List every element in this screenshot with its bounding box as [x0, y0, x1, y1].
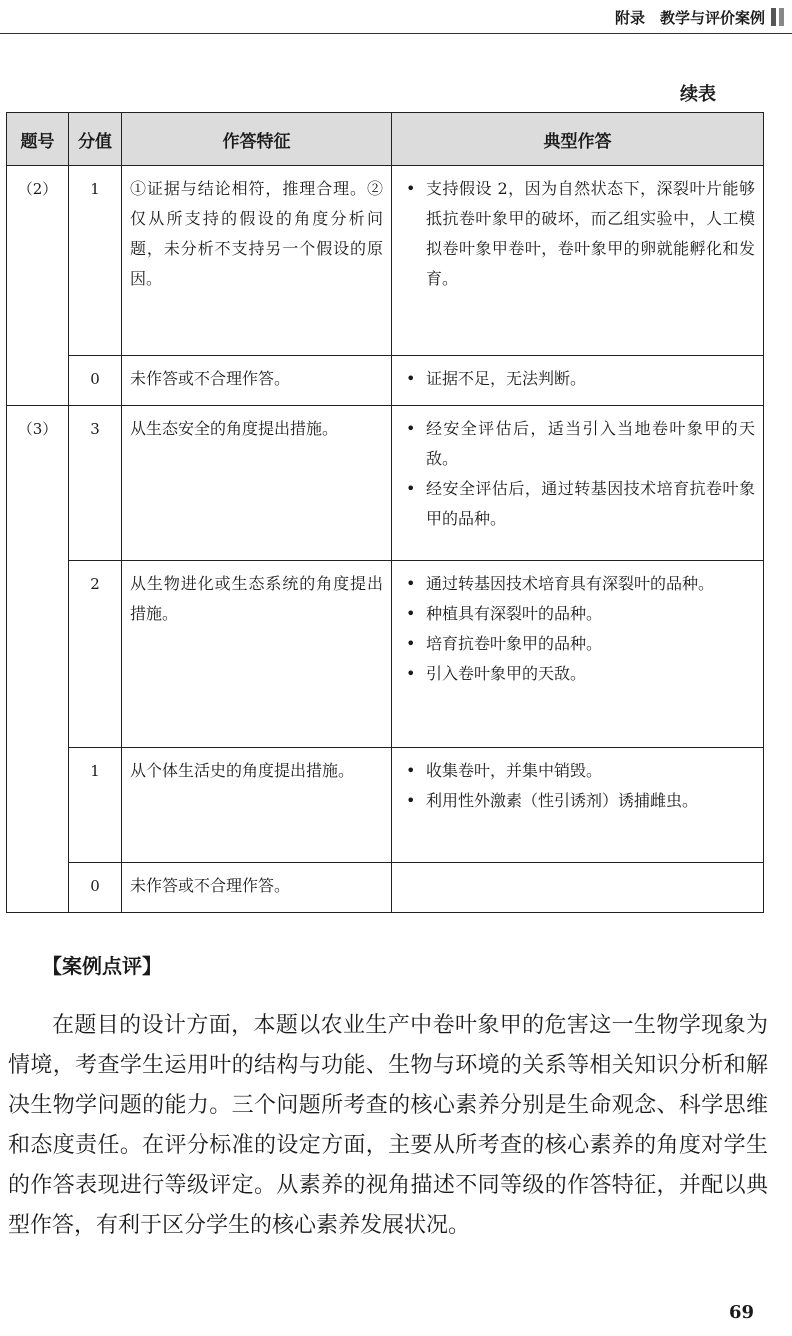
review-title: 【案例点评】 — [42, 954, 162, 978]
table-row — [7, 356, 764, 406]
table-header-row — [7, 113, 764, 166]
question-number: （3） — [7, 406, 69, 913]
scoring-table — [6, 112, 764, 913]
header-rule — [0, 33, 792, 34]
table-row — [7, 406, 764, 561]
characteristic-cell: 从生态安全的角度提出措施。 — [122, 406, 392, 561]
characteristic-cell: 从生物进化或生态系统的角度提出措施。 — [122, 561, 392, 748]
column-header: 作答特征 — [122, 113, 392, 166]
score-cell: 2 — [69, 561, 122, 748]
score-cell: 0 — [69, 356, 122, 406]
running-header — [615, 6, 784, 28]
table-row — [7, 166, 764, 356]
answer-item: • 利用性外激素（性引诱剂）诱捕雌虫。 — [400, 786, 755, 816]
answer-item: • 经安全评估后，适当引入当地卷叶象甲的天敌。 — [400, 414, 755, 474]
question-number: （2） — [7, 166, 69, 406]
score-cell: 1 — [69, 748, 122, 863]
answer-cell — [392, 166, 764, 356]
column-header: 分值 — [69, 113, 122, 166]
answer-item: • 通过转基因技术培育具有深裂叶的品种。 — [400, 569, 755, 599]
column-header: 题号 — [7, 113, 69, 166]
answer-item: • 证据不足，无法判断。 — [400, 364, 755, 394]
score-cell: 3 — [69, 406, 122, 561]
answer-cell — [392, 356, 764, 406]
answer-item: • 引入卷叶象甲的天敌。 — [400, 659, 755, 689]
characteristic-cell: 未作答或不合理作答。 — [122, 863, 392, 913]
table-row — [7, 748, 764, 863]
running-title: 附录 教学与评价案例 — [614, 8, 765, 27]
column-header: 典型作答 — [392, 113, 764, 166]
score-cell: 0 — [69, 863, 122, 913]
answer-item: • 经安全评估后，通过转基因技术培育抗卷叶象甲的品种。 — [400, 474, 755, 534]
page-number: 69 — [728, 1302, 754, 1323]
answer-cell — [392, 748, 764, 863]
characteristic-cell: 未作答或不合理作答。 — [122, 356, 392, 406]
answer-item: • 收集卷叶，并集中销毁。 — [400, 756, 755, 786]
review-body: 在题目的设计方面，本题以农业生产中卷叶象甲的危害这一生物学现象为情境，考查学生运用叶的结构与功能、生物与环境的关系等相关知识分析和解决生物学问题的能力。三个问题所考查的核心素养分别是生命观念、科学思维和态度责任。在评分标准的设定方面，主要从所考查的核心素养的角度对学生的作答表现进行等级评定。从素养的视角描述不同等级的作答特征，并配以典型作答，有利于区分学生的核心素养发展状况。 — [8, 1013, 768, 1238]
score-cell: 1 — [69, 166, 122, 356]
continued-label: 续表 — [680, 84, 716, 105]
answer-item: • 培育抗卷叶象甲的品种。 — [400, 629, 755, 659]
answer-cell — [392, 561, 764, 748]
answer-cell — [392, 863, 764, 913]
answer-item: • 种植具有深裂叶的品种。 — [400, 599, 755, 629]
characteristic-cell: 从个体生活史的角度提出措施。 — [122, 748, 392, 863]
answer-item: • 支持假设 2，因为自然状态下，深裂叶片能够抵抗卷叶象甲的破坏，而乙组实验中，人工模拟卷叶象甲卷叶，卷叶象甲的卵就能孵化和发育。 — [400, 174, 755, 294]
table-row — [7, 561, 764, 748]
header-bars-icon — [771, 8, 784, 26]
answer-cell — [392, 406, 764, 561]
characteristic-cell: ①证据与结论相符，推理合理。②仅从所支持的假设的角度分析问题，未分析不支持另一个假设的原因。 — [122, 166, 392, 356]
table-row — [7, 863, 764, 913]
